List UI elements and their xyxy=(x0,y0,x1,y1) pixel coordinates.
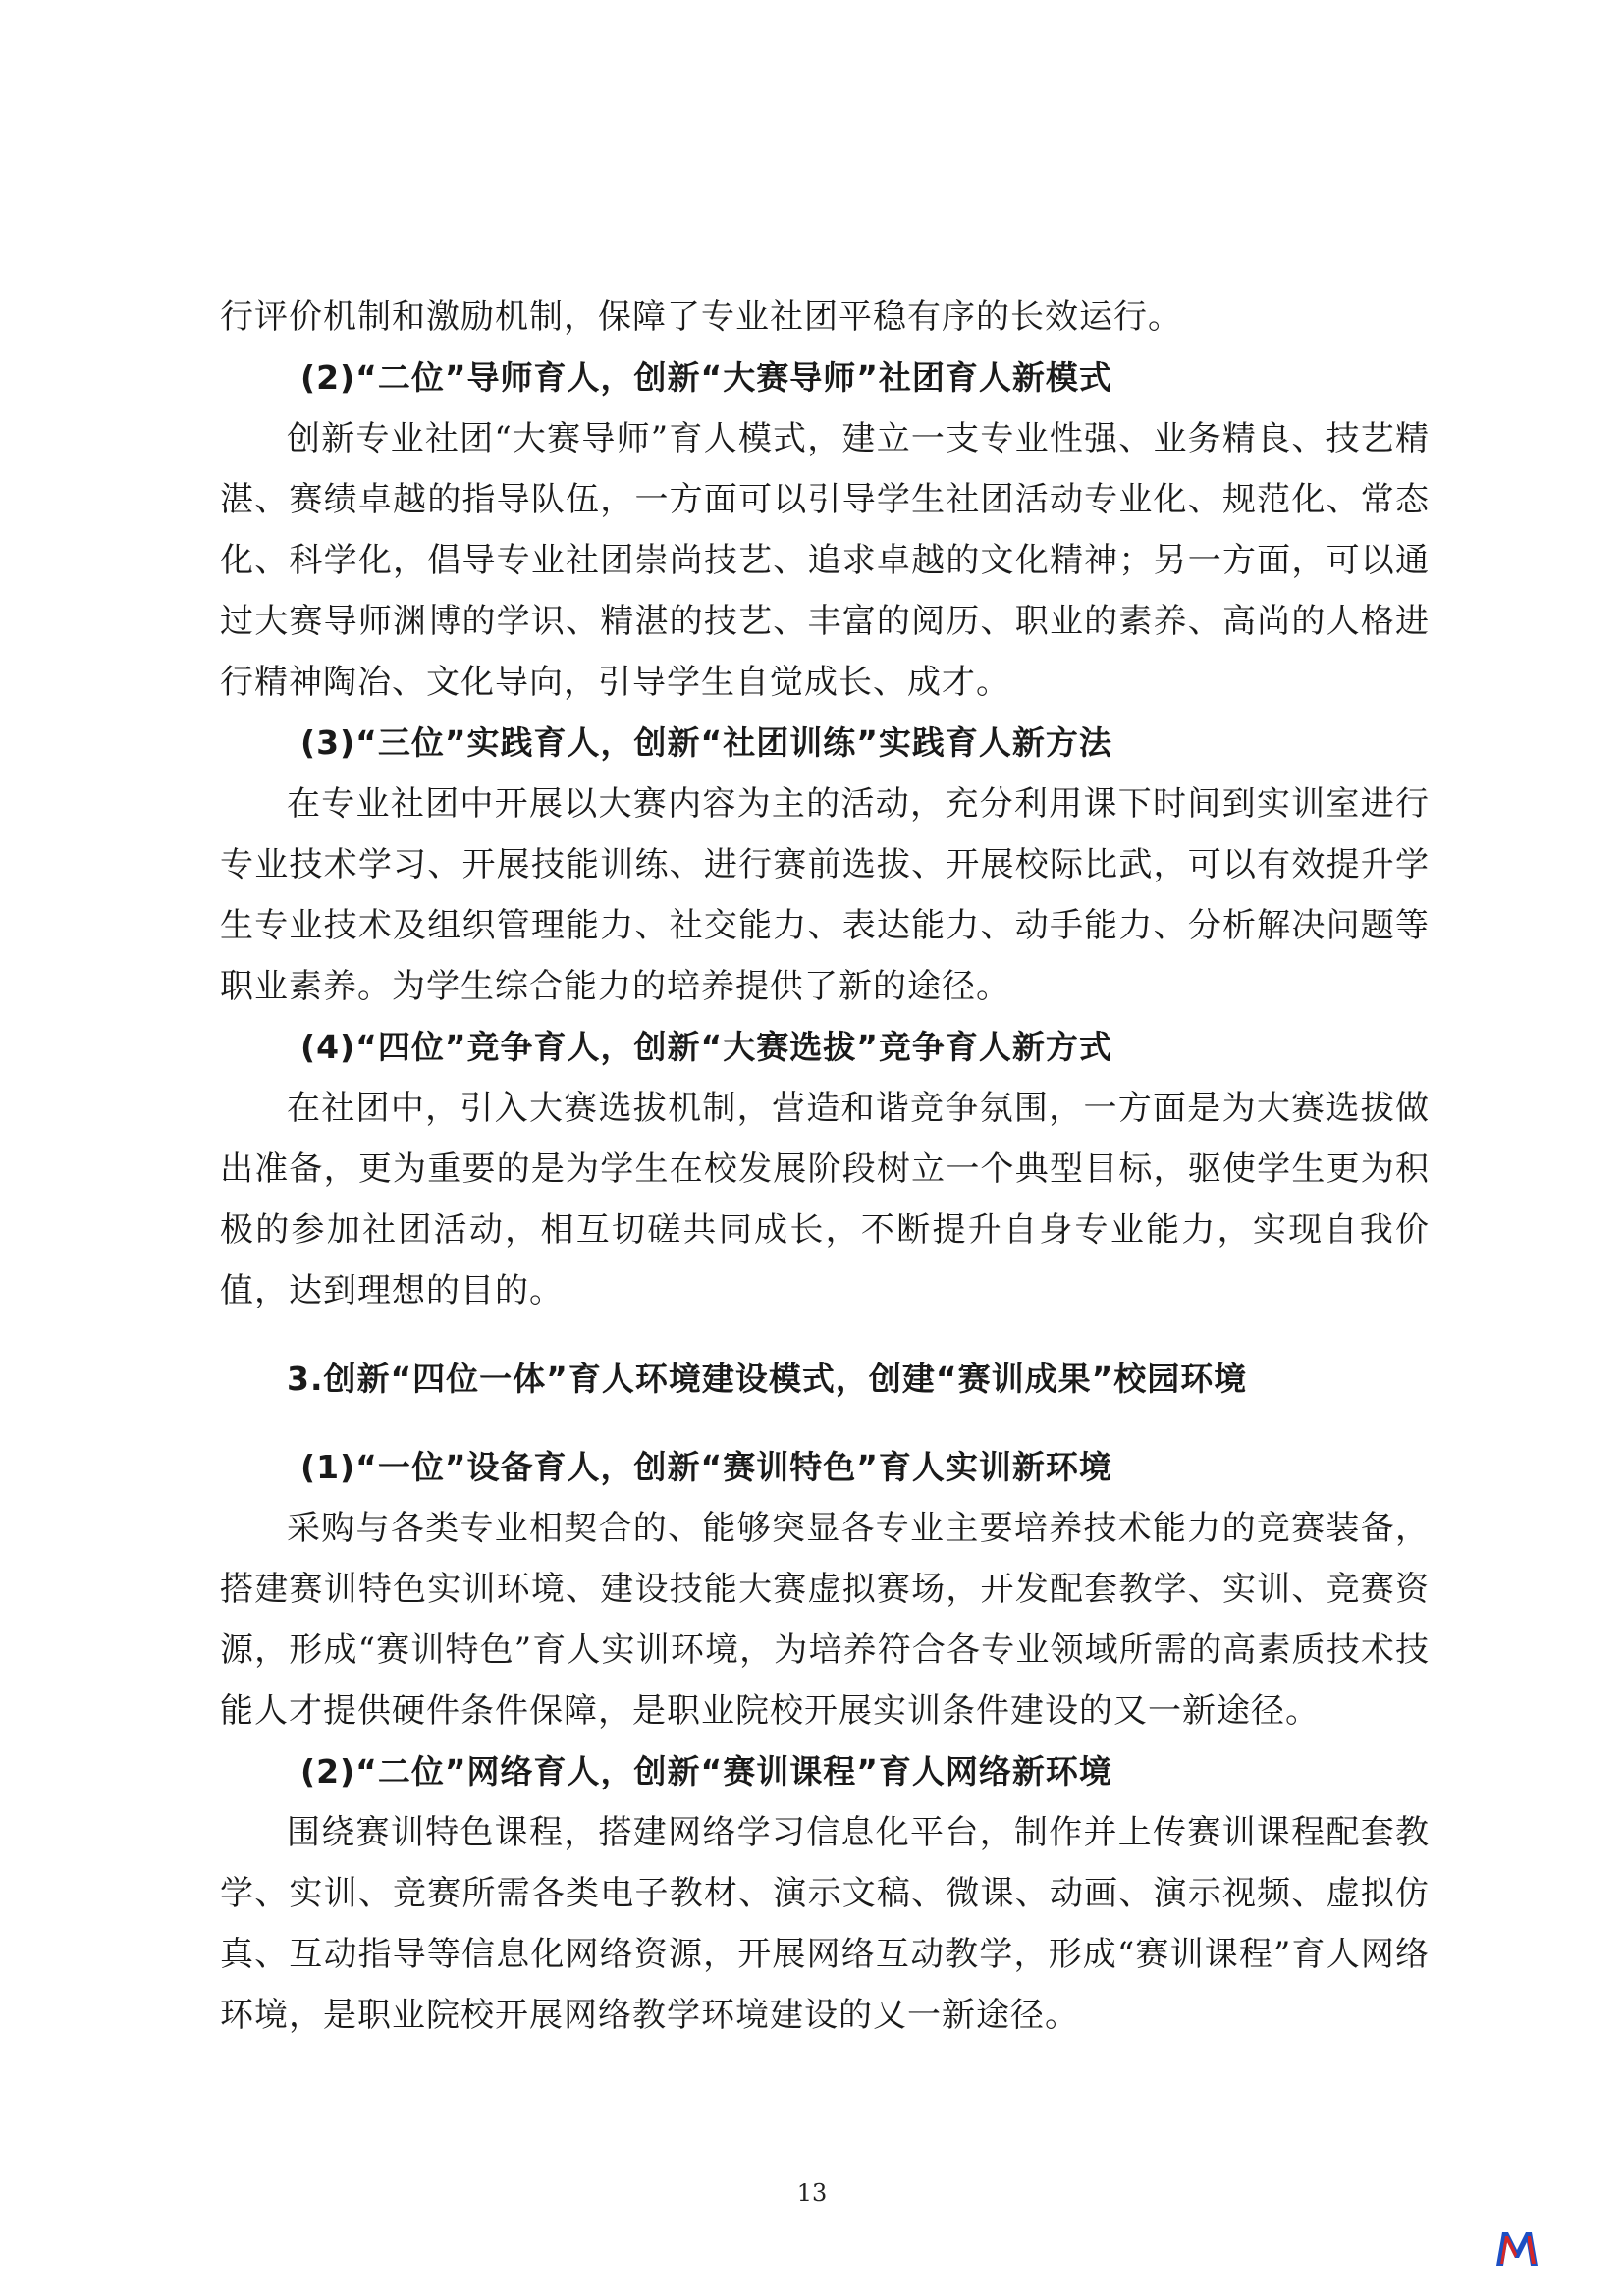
body-paragraph-competition: 在社团中，引入大赛选拔机制，营造和谐竞争氛围，一方面是为大赛选拔做出准备，更为重要的是为学生在校发展阶段树立一个典型目标，驱使学生更为积极的参加社团活动，相互切磋共同成长，不断提升自身专业能力，实现自我价值，达到理想的目的。 xyxy=(220,1089,1430,1310)
m-logo-icon xyxy=(1494,2228,1540,2268)
body-paragraph-equipment: 采购与各类专业相契合的、能够突显各专业主要培养技术能力的竞赛装备，搭建赛训特色实训环境、建设技能大赛虚拟赛场，开发配套教学、实训、竞赛资源，形成“赛训特色”育人实训环境，为培养符合各专业领域所需的高素质技术技能人才提供硬件条件保障，是职业院校开展实训条件建设的又一新途径。 xyxy=(220,1509,1430,1731)
page-number: 13 xyxy=(796,2179,828,2207)
body-paragraph-mentor: 创新专业社团“大赛导师”育人模式，建立一支专业性强、业务精良、技艺精湛、赛绩卓越的指导队伍，一方面可以引导学生社团活动专业化、规范化、常态化、科学化，倡导专业社团崇尚技艺、追求卓越的文化精神；另一方面，可以通过大赛导师渊博的学识、精湛的技艺、丰富的阅历、职业的素养、高尚的人格进行精神陶冶、文化导向，引导学生自觉成长、成才。 xyxy=(220,419,1430,702)
body-paragraph-continuation: 行评价机制和激励机制，保障了专业社团平稳有序的长效运行。 xyxy=(220,297,1182,337)
subheading-2-network: (2)“二位”网络育人，创新“赛训课程”育人网络新环境 xyxy=(300,1752,1112,1790)
subheading-4-competition: (4)“四位”竞争育人，创新“大赛选拔”竞争育人新方式 xyxy=(300,1028,1112,1066)
body-paragraph-practice: 在专业社团中开展以大赛内容为主的活动，充分利用课下时间到实训室进行专业技术学习、开展技能训练、进行赛前选拔、开展校际比武，可以有效提升学生专业技术及组织管理能力、社交能力、表达能力、动手能力、分析解决问题等职业素养。为学生综合能力的培养提供了新的途径。 xyxy=(220,784,1430,1006)
section-heading-3: 3.创新“四位一体”育人环境建设模式，创建“赛训成果”校园环境 xyxy=(287,1360,1248,1398)
page-content xyxy=(220,287,1430,2046)
subheading-3-practice: (3)“三位”实践育人，创新“社团训练”实践育人新方法 xyxy=(300,723,1112,762)
body-paragraph-network: 围绕赛训特色课程，搭建网络学习信息化平台，制作并上传赛训课程配套教学、实训、竞赛所需各类电子教材、演示文稿、微课、动画、演示视频、虚拟仿真、互动指导等信息化网络资源，开展网络互动教学，形成“赛训课程”育人网络环境，是职业院校开展网络教学环境建设的又一新途径。 xyxy=(220,1813,1430,2035)
subheading-2-mentor: (2)“二位”导师育人，创新“大赛导师”社团育人新模式 xyxy=(300,358,1112,397)
subheading-1-equipment: (1)“一位”设备育人，创新“赛训特色”育人实训新环境 xyxy=(300,1448,1112,1486)
